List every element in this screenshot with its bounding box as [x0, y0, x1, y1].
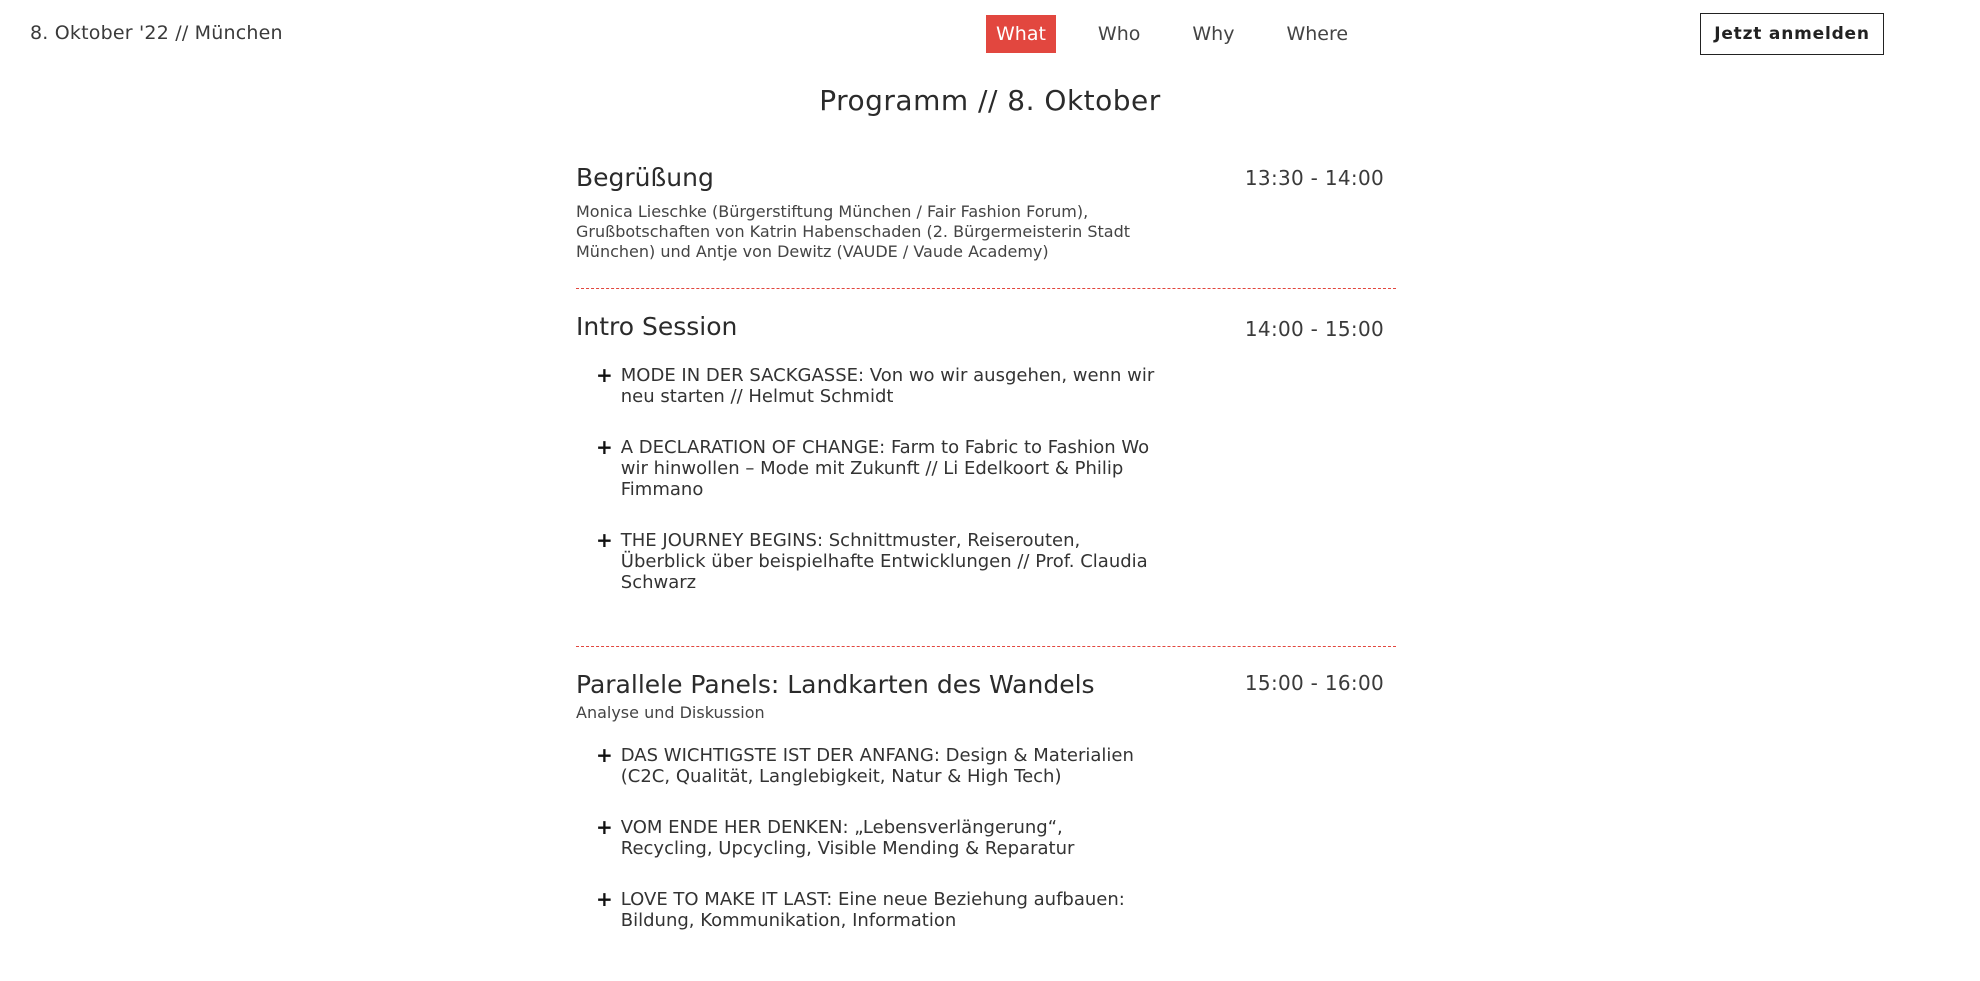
plus-icon: + [596, 435, 613, 459]
session-time: 15:00 - 16:00 [1244, 671, 1384, 695]
session-title: Parallele Panels: Landkarten des Wandels [576, 670, 1095, 699]
talk-text: MODE IN DER SACKGASSE: Von wo wir ausgehen, wenn wir neu starten // Helmut Schmidt [620, 365, 1155, 407]
plus-icon: + [596, 743, 613, 767]
talk-text: THE JOURNEY BEGINS: Schnittmuster, Reiserouten, Überblick über beispielhafte Entwicklungen // Prof. Claudia Schwarz [620, 530, 1148, 593]
session-description: Monica Lieschke (Bürgerstiftung München / Fair Fashion Forum), Grußbotschaften von Katrin Habenschaden (2. Bürgermeisterin Stadt München) und Antje von Dewitz (VAUDE / Vaude Academy) [576, 202, 1131, 261]
nav-item-where[interactable]: Where [1286, 23, 1349, 45]
page-title: Programm // 8. Oktober [819, 84, 1161, 117]
session-begruessung [576, 160, 1396, 288]
nav-item-who[interactable]: Who [1097, 23, 1141, 45]
talk-item [596, 889, 1156, 931]
plus-icon: + [596, 363, 613, 387]
session-title: Intro Session [576, 312, 738, 341]
plus-icon: + [596, 887, 613, 911]
talk-item [596, 817, 1156, 859]
nav-item-why[interactable]: Why [1192, 23, 1235, 45]
talk-item [596, 530, 1156, 593]
register-button[interactable]: Jetzt anmelden [1700, 13, 1884, 55]
session-title: Begrüßung [576, 163, 714, 192]
session-subtitle: Analyse und Diskussion [576, 703, 765, 722]
plus-icon: + [596, 815, 613, 839]
site-header [0, 0, 1980, 70]
talk-text: DAS WICHTIGSTE IST DER ANFANG: Design & Materialien (C2C, Qualität, Langlebigkeit, Natur & High Tech) [620, 745, 1134, 787]
talk-text: LOVE TO MAKE IT LAST: Eine neue Beziehung aufbauen: Bildung, Kommunikation, Information [620, 889, 1125, 931]
session-intro [576, 289, 1396, 646]
nav-item-what[interactable]: What [986, 15, 1056, 53]
talk-list [576, 365, 1156, 593]
event-date: 8. Oktober '22 // München [30, 22, 283, 44]
program-list [576, 160, 1396, 931]
session-panels [576, 647, 1396, 931]
talk-text: A DECLARATION OF CHANGE: Farm to Fabric to Fashion Wo wir hinwollen – Mode mit Zukunft // Li Edelkoort & Philip Fimmano [620, 437, 1150, 500]
talk-list [576, 745, 1156, 931]
main-nav [986, 15, 1390, 53]
session-time: 14:00 - 15:00 [1244, 317, 1384, 341]
talk-item [596, 437, 1156, 500]
talk-item [596, 365, 1156, 407]
talk-text: VOM ENDE HER DENKEN: „Lebensverlängerung“, Recycling, Upcycling, Visible Mending & Reparatur [620, 817, 1075, 859]
session-time: 13:30 - 14:00 [1244, 166, 1384, 190]
talk-item [596, 745, 1156, 787]
plus-icon: + [596, 528, 613, 552]
